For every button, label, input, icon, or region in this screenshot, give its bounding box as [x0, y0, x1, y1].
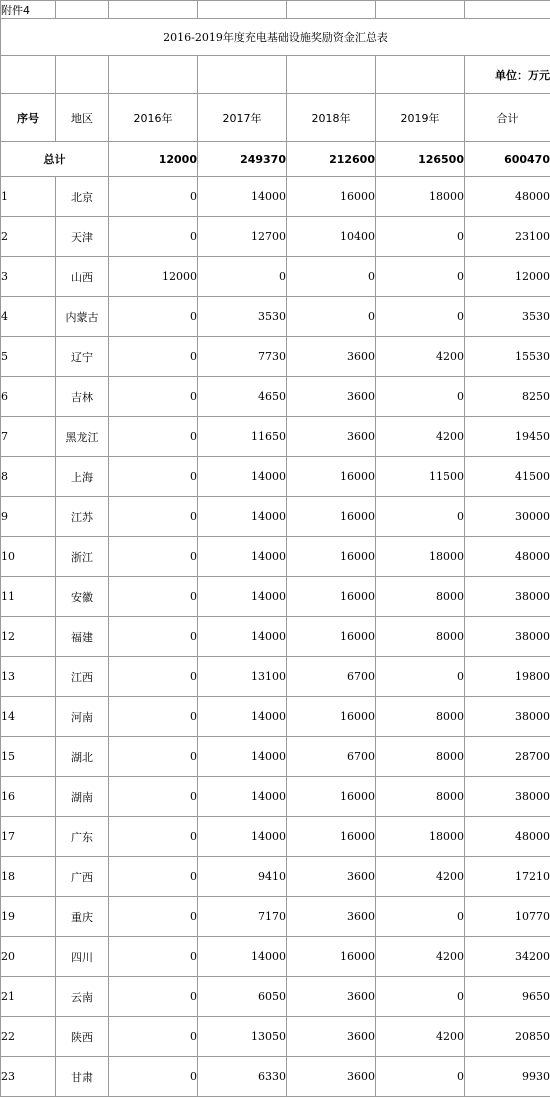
row-2018: 0 [287, 257, 376, 297]
row-region: 黑龙江 [56, 417, 109, 457]
empty-cell [56, 56, 109, 94]
row-region: 北京 [56, 177, 109, 217]
row-2017: 6050 [198, 977, 287, 1017]
table-row [1, 977, 550, 1017]
table-row [1, 417, 550, 457]
row-2018: 16000 [287, 577, 376, 617]
empty-cell [1, 56, 56, 94]
row-index: 17 [1, 817, 56, 857]
row-2019: 4200 [376, 857, 465, 897]
row-index: 8 [1, 457, 56, 497]
row-2018: 0 [287, 297, 376, 337]
title-row [1, 19, 550, 56]
row-index: 5 [1, 337, 56, 377]
row-total: 41500 [465, 457, 550, 497]
table-row [1, 497, 550, 537]
row-2019: 11500 [376, 457, 465, 497]
row-2018: 3600 [287, 377, 376, 417]
row-total: 38000 [465, 577, 550, 617]
row-2019: 0 [376, 217, 465, 257]
row-2018: 3600 [287, 977, 376, 1017]
row-2019: 0 [376, 977, 465, 1017]
row-2016: 0 [109, 297, 198, 337]
row-2016: 0 [109, 897, 198, 937]
row-2017: 14000 [198, 737, 287, 777]
header-row [1, 94, 550, 142]
table-row [1, 1057, 550, 1097]
table-row [1, 257, 550, 297]
table-row [1, 857, 550, 897]
table-row [1, 657, 550, 697]
row-total: 3530 [465, 297, 550, 337]
row-2016: 0 [109, 417, 198, 457]
row-2018: 16000 [287, 457, 376, 497]
row-2018: 16000 [287, 537, 376, 577]
table-row [1, 457, 550, 497]
row-2018: 6700 [287, 657, 376, 697]
empty-cell [198, 56, 287, 94]
grand-total-2018: 212600 [287, 142, 376, 177]
grand-total-label: 总计 [1, 142, 109, 177]
row-2017: 14000 [198, 457, 287, 497]
grand-total-sum: 600470 [465, 142, 550, 177]
row-total: 8250 [465, 377, 550, 417]
row-2019: 18000 [376, 177, 465, 217]
row-2016: 0 [109, 937, 198, 977]
row-region: 广东 [56, 817, 109, 857]
empty-cell [109, 1, 198, 19]
row-2019: 4200 [376, 417, 465, 457]
row-index: 18 [1, 857, 56, 897]
row-2019: 8000 [376, 617, 465, 657]
row-2019: 8000 [376, 577, 465, 617]
row-2017: 14000 [198, 697, 287, 737]
grand-total-2017: 249370 [198, 142, 287, 177]
row-total: 9650 [465, 977, 550, 1017]
row-total: 48000 [465, 817, 550, 857]
row-2018: 16000 [287, 617, 376, 657]
grand-total-2019: 126500 [376, 142, 465, 177]
row-2019: 8000 [376, 737, 465, 777]
row-2018: 3600 [287, 337, 376, 377]
empty-cell [198, 1, 287, 19]
row-2016: 0 [109, 777, 198, 817]
row-2016: 0 [109, 177, 198, 217]
row-index: 11 [1, 577, 56, 617]
row-2017: 0 [198, 257, 287, 297]
row-region: 江苏 [56, 497, 109, 537]
row-index: 10 [1, 537, 56, 577]
row-2019: 4200 [376, 937, 465, 977]
header-index: 序号 [1, 94, 56, 142]
row-2019: 18000 [376, 817, 465, 857]
row-2019: 0 [376, 657, 465, 697]
header-2017: 2017年 [198, 94, 287, 142]
row-index: 3 [1, 257, 56, 297]
row-index: 13 [1, 657, 56, 697]
row-2018: 16000 [287, 177, 376, 217]
header-2016: 2016年 [109, 94, 198, 142]
row-total: 12000 [465, 257, 550, 297]
row-2018: 16000 [287, 817, 376, 857]
row-total: 30000 [465, 497, 550, 537]
row-2019: 0 [376, 497, 465, 537]
header-2019: 2019年 [376, 94, 465, 142]
row-2019: 0 [376, 1057, 465, 1097]
table-row [1, 577, 550, 617]
row-index: 15 [1, 737, 56, 777]
row-index: 7 [1, 417, 56, 457]
row-2017: 11650 [198, 417, 287, 457]
row-index: 1 [1, 177, 56, 217]
row-2017: 14000 [198, 777, 287, 817]
row-total: 34200 [465, 937, 550, 977]
row-region: 辽宁 [56, 337, 109, 377]
row-total: 19800 [465, 657, 550, 697]
row-2018: 6700 [287, 737, 376, 777]
row-2019: 18000 [376, 537, 465, 577]
row-2016: 0 [109, 817, 198, 857]
row-2018: 16000 [287, 937, 376, 977]
row-region: 湖南 [56, 777, 109, 817]
row-2016: 0 [109, 737, 198, 777]
header-2018: 2018年 [287, 94, 376, 142]
row-2016: 0 [109, 497, 198, 537]
row-2017: 12700 [198, 217, 287, 257]
row-index: 14 [1, 697, 56, 737]
row-2017: 7170 [198, 897, 287, 937]
row-region: 江西 [56, 657, 109, 697]
grand-total-2016: 12000 [109, 142, 198, 177]
table-row [1, 297, 550, 337]
row-index: 6 [1, 377, 56, 417]
table-row [1, 217, 550, 257]
row-2016: 12000 [109, 257, 198, 297]
row-index: 19 [1, 897, 56, 937]
row-2016: 0 [109, 337, 198, 377]
attachment-row [1, 1, 550, 19]
table-row [1, 937, 550, 977]
unit-label: 单位：万元 [465, 56, 550, 94]
row-region: 四川 [56, 937, 109, 977]
row-index: 22 [1, 1017, 56, 1057]
unit-row [1, 56, 550, 94]
attachment-label: 附件4 [1, 1, 56, 19]
row-region: 吉林 [56, 377, 109, 417]
row-2017: 13100 [198, 657, 287, 697]
row-total: 38000 [465, 777, 550, 817]
grand-total-row [1, 142, 550, 177]
row-2016: 0 [109, 977, 198, 1017]
row-2016: 0 [109, 457, 198, 497]
row-index: 20 [1, 937, 56, 977]
row-index: 4 [1, 297, 56, 337]
row-region: 陕西 [56, 1017, 109, 1057]
row-2017: 14000 [198, 497, 287, 537]
row-region: 河南 [56, 697, 109, 737]
row-2019: 4200 [376, 1017, 465, 1057]
row-region: 安徽 [56, 577, 109, 617]
row-total: 19450 [465, 417, 550, 457]
row-total: 38000 [465, 697, 550, 737]
row-2018: 3600 [287, 417, 376, 457]
row-2019: 8000 [376, 697, 465, 737]
row-2019: 0 [376, 377, 465, 417]
row-2016: 0 [109, 217, 198, 257]
row-region: 上海 [56, 457, 109, 497]
row-2019: 0 [376, 257, 465, 297]
empty-cell [287, 56, 376, 94]
row-region: 广西 [56, 857, 109, 897]
table-row [1, 1017, 550, 1057]
row-2017: 4650 [198, 377, 287, 417]
row-total: 20850 [465, 1017, 550, 1057]
row-index: 2 [1, 217, 56, 257]
row-2017: 14000 [198, 577, 287, 617]
row-total: 10770 [465, 897, 550, 937]
row-2017: 14000 [198, 177, 287, 217]
table-title: 2016-2019年度充电基础设施奖励资金汇总表 [1, 19, 550, 56]
empty-cell [56, 1, 109, 19]
row-2018: 3600 [287, 857, 376, 897]
row-2016: 0 [109, 657, 198, 697]
table-row [1, 337, 550, 377]
table-row [1, 817, 550, 857]
row-region: 内蒙古 [56, 297, 109, 337]
row-index: 16 [1, 777, 56, 817]
row-2019: 8000 [376, 777, 465, 817]
row-2016: 0 [109, 1057, 198, 1097]
table-row [1, 897, 550, 937]
row-total: 28700 [465, 737, 550, 777]
row-region: 甘肃 [56, 1057, 109, 1097]
row-total: 23100 [465, 217, 550, 257]
row-2019: 0 [376, 897, 465, 937]
row-2016: 0 [109, 1017, 198, 1057]
row-region: 重庆 [56, 897, 109, 937]
header-region: 地区 [56, 94, 109, 142]
row-2016: 0 [109, 577, 198, 617]
row-2018: 3600 [287, 1057, 376, 1097]
empty-cell [109, 56, 198, 94]
row-index: 21 [1, 977, 56, 1017]
row-2018: 16000 [287, 777, 376, 817]
row-2017: 14000 [198, 937, 287, 977]
row-2018: 10400 [287, 217, 376, 257]
row-2017: 14000 [198, 817, 287, 857]
row-2017: 3530 [198, 297, 287, 337]
row-2018: 16000 [287, 697, 376, 737]
row-region: 湖北 [56, 737, 109, 777]
row-total: 15530 [465, 337, 550, 377]
row-2018: 3600 [287, 897, 376, 937]
row-total: 9930 [465, 1057, 550, 1097]
empty-cell [465, 1, 550, 19]
row-total: 38000 [465, 617, 550, 657]
row-region: 天津 [56, 217, 109, 257]
row-2017: 9410 [198, 857, 287, 897]
empty-cell [376, 56, 465, 94]
row-region: 福建 [56, 617, 109, 657]
table-row [1, 617, 550, 657]
row-2017: 13050 [198, 1017, 287, 1057]
row-index: 12 [1, 617, 56, 657]
row-2016: 0 [109, 537, 198, 577]
table-row [1, 377, 550, 417]
table-row [1, 177, 550, 217]
row-2017: 6330 [198, 1057, 287, 1097]
row-2018: 16000 [287, 497, 376, 537]
row-total: 48000 [465, 537, 550, 577]
header-total: 合计 [465, 94, 550, 142]
row-2016: 0 [109, 697, 198, 737]
row-2016: 0 [109, 857, 198, 897]
table-row [1, 777, 550, 817]
empty-cell [376, 1, 465, 19]
row-index: 23 [1, 1057, 56, 1097]
table-row [1, 537, 550, 577]
row-2017: 14000 [198, 537, 287, 577]
row-total: 17210 [465, 857, 550, 897]
row-2017: 14000 [198, 617, 287, 657]
empty-cell [287, 1, 376, 19]
row-2019: 4200 [376, 337, 465, 377]
row-2016: 0 [109, 617, 198, 657]
row-2017: 7730 [198, 337, 287, 377]
row-region: 浙江 [56, 537, 109, 577]
table-row [1, 697, 550, 737]
row-total: 48000 [465, 177, 550, 217]
table-row [1, 737, 550, 777]
row-region: 云南 [56, 977, 109, 1017]
row-index: 9 [1, 497, 56, 537]
row-region: 山西 [56, 257, 109, 297]
row-2018: 3600 [287, 1017, 376, 1057]
row-2016: 0 [109, 377, 198, 417]
row-2019: 0 [376, 297, 465, 337]
